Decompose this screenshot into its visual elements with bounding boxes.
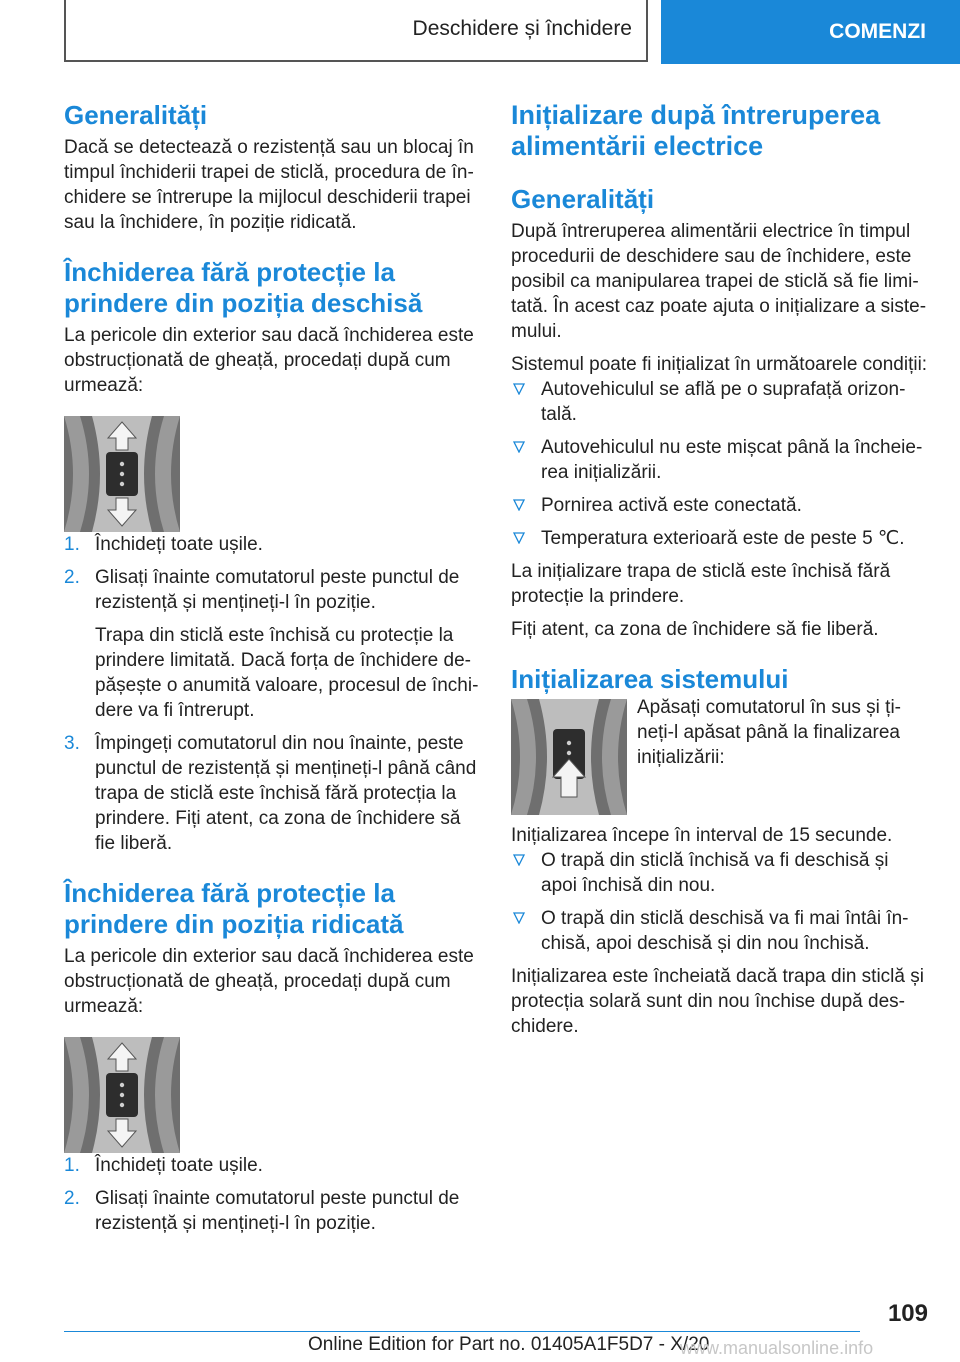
triangle-bullet-icon: [513, 854, 525, 866]
chapter-tab[interactable]: COMENZI: [661, 0, 960, 64]
footer-divider: [64, 1331, 860, 1332]
paragraph: Inițializarea este încheiată dacă trapa din sticlă și protecția solară sunt din nou închise după deschidere.: [511, 966, 924, 1037]
list-item: 2. Glisați înainte comutatorul peste punctul de rezistență și mențineți-l în poziție.: [64, 1188, 460, 1234]
paragraph: Fiți atent, ca zona de închidere să fie liberă.: [511, 619, 879, 640]
initialization-list: [511, 848, 929, 956]
section-heading-system-init: Inițializarea sistemului: [511, 664, 789, 694]
page-number: 109: [887, 1300, 928, 1327]
paragraph: La pericole din exterior sau dacă închiderea este obstrucționată de gheață, procedați după cum urmează:: [64, 946, 474, 1017]
edition-note: Online Edition for Part no. 01405A1F5D7 - X/20: [308, 1334, 710, 1355]
list-item: Autovehiculul nu este mișcat până la încheierea inițializării.: [511, 435, 929, 485]
section-heading-general: Generalități: [511, 184, 655, 214]
figure-with-text: [511, 695, 929, 815]
list-item: Pornirea activă este conectată.: [511, 493, 929, 518]
section-heading-close-open: Închiderea fără protecție la prindere din poziția deschisă: [64, 257, 423, 318]
paragraph: Apăsați comutatorul în sus și țineți-l apăsat până la finalizarea inițializării:: [637, 697, 901, 768]
watermark: www.manualsonline.info: [680, 1338, 874, 1358]
list-item: O trapă din sticlă închisă va fi deschisă și apoi închisă din nou.: [511, 848, 929, 898]
page-header: [0, 0, 960, 66]
list-item: O trapă din sticlă deschisă va fi mai întâi închisă, apoi deschisă și din nou închisă.: [511, 906, 929, 956]
list-item: 1. Închideți toate ușile.: [64, 534, 263, 555]
switch-forward-illustration: [64, 416, 180, 532]
triangle-bullet-icon: [513, 499, 525, 511]
list-item: Autovehiculul se află pe o suprafață orizontală.: [511, 377, 929, 427]
paragraph: La pericole din exterior sau dacă închiderea este obstrucționată de gheață, procedați după cum urmează:: [64, 325, 474, 396]
triangle-bullet-icon: [513, 532, 525, 544]
steps-list: [64, 1153, 482, 1236]
section-title: Deschidere și închidere: [64, 0, 648, 62]
list-item: 3. Împingeți comutatorul din nou înainte, peste punctul de rezistență și mențineți-l până când trapa de sticlă este închisă fără protecția la prindere. Fiți atent, ca zona de închidere să fie liberă.: [64, 733, 477, 854]
list-item: Temperatura exterioară este de peste 5 ℃.: [511, 526, 929, 551]
chapter-heading-initialization: Inițializare după întreruperea alimentării electrice: [511, 100, 881, 161]
triangle-bullet-icon: [513, 441, 525, 453]
conditions-list: [511, 377, 929, 551]
triangle-bullet-icon: [513, 383, 525, 395]
switch-forward-illustration: [64, 1037, 180, 1153]
triangle-bullet-icon: [513, 912, 525, 924]
section-heading-close-raised: Închiderea fără protecție la prindere din poziția ridicată: [64, 878, 404, 939]
switch-up-illustration: [511, 699, 627, 815]
paragraph: Dacă se detectează o rezistență sau un blocaj în timpul închiderii trapei de sticlă, procedura de închidere se întrerupe la mijlocul deschiderii trapei sau la închidere, în poziție ridicată.: [64, 137, 474, 233]
paragraph: Inițializarea începe în interval de 15 secunde.: [511, 825, 893, 846]
list-item: 2. Glisați înainte comutatorul peste punctul de rezistență și mențineți-l în poziție. Trapa din sticlă este închisă cu protecție la prindere limitată. Dacă forța de închidere depășește o anumită valoare, procesul de închidere va fi întrerupt.: [64, 567, 479, 721]
right-column: [511, 100, 929, 1039]
list-item: 1. Închideți toate ușile.: [64, 1155, 263, 1176]
left-column: [64, 100, 482, 1236]
steps-list: [64, 532, 482, 856]
paragraph: Sistemul poate fi inițializat în următoarele condiții:: [511, 354, 928, 375]
paragraph: La inițializare trapa de sticlă este închisă fără protecție la prindere.: [511, 561, 891, 607]
section-heading-general: Generalități: [64, 100, 208, 130]
paragraph: După întreruperea alimentării electrice în timpul procedurii de deschidere sau de închidere, este posibil ca manipularea trapei de sticlă să fie limitată. În acest caz poate ajuta o inițializare a sistemului.: [511, 221, 927, 342]
